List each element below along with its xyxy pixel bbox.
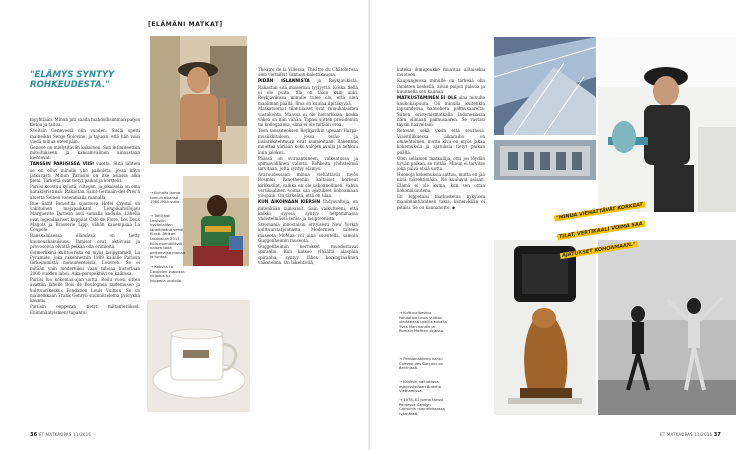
- col2-para-2: ja Reykjavikista. Rakastan sitä maisemaa tyylyyttä. Koska tiellä ei ole puita, tila on tääin kuin auki. Reykjavikissa minulle tulee olo, että olen maailman päällä. Ilma on kuulaa ilpitäkyvää.: [258, 78, 358, 106]
- col3-para-2: Kaupungeissa minulle on tärkeää olla ihmisten keskellä, aivan paljon pulssia ja kuunnella sen kaunaa.: [397, 78, 485, 94]
- footer-left: [30, 432, 91, 438]
- building-facade-image: [494, 140, 596, 180]
- col2-subhead-2: KUN AIKOINAAN KIERSIN: [258, 200, 321, 206]
- col2-para-4: Teen tanssiteoksen Reykjavikin upeaan Harpa-musiikkitaloon, jossa teräs- ja lasiarkkitehtuurit ovat kunnioitaan. Rakennus muuttaa väriään koko valojen avulla ja hehkuu kuin jalokivi.: [258, 128, 358, 155]
- col1-para-2: Sveitsin Genevessä olin vuoden. Siellä opetti maineikas Serge Golovine, ja tajusin, että hän voisi viedä minua eteenpäin.: [30, 128, 140, 144]
- page-number-right: 37: [713, 432, 722, 438]
- col1-para-6: Rue Saint Benoit'lla sijaitseva Hotel Crystal on vakituinen majapaikkani. Lempikahvilojani Marguerite Durasin asui samalla kadulla. Lähellä ovat legendaariset kuppilat Café de Flore, Les Deux Magots ja Brasserie Lipp, vähän kauempana La Coupole.: [30, 200, 140, 233]
- sticker-line-1: "MINUA VIEHÄTTÄVÄT KORKEAT: [554, 201, 646, 222]
- caption-fondation: → Kulttuurikeskus Fondation Louis Vuitton vieläkeitaa upeilla kuvalla Yves Marchandin ja Romain Meffren sirjassa.: [399, 311, 447, 334]
- buddha-sculpture-image: [494, 240, 596, 415]
- photo-woman-in-room: [183, 176, 249, 266]
- col3-para-1: kuteka ihmisjoukko muuttaa alitaiseksi muotoon.: [397, 67, 485, 78]
- section-tag: [ELÄMÄNI MATKAT]: [148, 21, 223, 28]
- coffee-cup-image: [147, 300, 250, 412]
- col3-subhead: MATKUSTAMINEN EI OLE: [397, 95, 457, 101]
- col2-para-9: Guggenheimin kerrokset muodostavat spiraalin. Kun katsoo ylhäältä alaspäin spiraalia, syntyy lähes korengraafinen vaikutelma. On liikehtivää,: [258, 244, 358, 266]
- photo-glass-architecture: [494, 37, 596, 135]
- text-column-2: [258, 67, 358, 429]
- col3-para-4: Retouan sekä yksin että seurassa. Viaistililkuessa aikaraiba on omaehtoinen, mutta kiva on myös jakaa kokemuksia ja ajatuksia tietyt paikan päällä.: [397, 128, 485, 155]
- col1-para-9: Pariisi luo kokemaa-ajan uutta. Reilu vuosi sitten avattiin lähelle Bois de Boulognea taidemuseo ja kulttuurikeskus Fondation Louis Vuitton. Se on maineikkaan Frank Gehryn suunnittelema pyörykkä kaunus.: [30, 276, 140, 304]
- text-column-3: [397, 67, 485, 307]
- col2-para-8: Stromania innostaisin erityisesti New Yorkin kulttuuritarjonnasta. Modernien taiteen museota MoMaa voi aina suositella, samoin Guggenheimin museota.: [258, 222, 358, 244]
- page-number-left: 36: [30, 432, 38, 438]
- col1-para-10: Pariisin oopperan tietyt miltanteräkset. Enimmäntyismeni tapahtui: [30, 304, 140, 315]
- footer-left-label: ET MATKAOPAS 11/2016: [38, 432, 92, 437]
- col2-para-6: Avaruudessaan minua viehättävät myös Rosman Panotheonin kaltaiset korkeat kirkkotilat, valkka en ole uskonnollinen. Vahva vertikaalinen voima saa ajatukset kohoamaan ylöspäin. On tärkeätä, että on tilaa.: [258, 172, 358, 199]
- caption-dancers: → 1978–81 Jorma tanssi Pantessa Carolyn Carlsonin maineikkaassa ryhmässä.: [399, 398, 445, 416]
- photo-man-with-cup: [598, 37, 736, 212]
- caption-buddha: → Kiiuksin naitiottava mjajussteilaan Buddha Vietnamissa.: [399, 380, 442, 394]
- woman-in-room-image: [183, 176, 249, 266]
- dancers-image: [598, 240, 736, 415]
- col2-para-1: Théâtre de la Villessa, Théâtre du Châtelet'ssa olen vieraillut Vantaan-balettikaussa.: [258, 67, 358, 78]
- col1-para-3: Geneve on mielytitävän kokoinen. Sen intimiteettiin mitoitukseen ja kansainvälinen ainoastaan kiehtovat.: [30, 144, 140, 161]
- col2-para-3: Matkatuomat tilantilaiset ovat ruinukalaisten vastakohta. Maassa ei ole hierarkkiaa, koska väkeä on niin vähän. Tapasi siitten presidentin tai kollegaansa, siinä ei ole mitään eroa.: [258, 106, 358, 128]
- photo-sculpture: [494, 240, 596, 415]
- col3-para-6: Huonoja kokemuksia sattuu, mutta en jää niitä märehtimään. Ne kuuluvat asiaan. Elämä ei ole kuma, kun sen ottaa kokonaisuutena.: [397, 172, 485, 194]
- caption-portrait: → Ilichalla Jorma tomuili aikansa 1980–90-luvulla.: [150, 191, 181, 205]
- photo-building-facade: [494, 140, 596, 180]
- dancer-portrait-image: [150, 36, 247, 164]
- photo-dancer-portrait: [150, 36, 247, 164]
- caption-woman: → Tahiljaoli Lewisilin hyvänlaiden Iähettiläänä vehdi Kiesti. Afrikan tasavallan 2013. Kuin normitilläviä naisen töitä peikamaisa maissa ja tuntoa.: [150, 214, 186, 260]
- caption-comme-des-garcons: → Pensionaalinen kahtu Comme des Garçons on Berlinissä.: [399, 357, 444, 371]
- glass-architecture-image: [494, 37, 596, 135]
- sticker-line-2: TILAT, VERTIKAALI VOIMA SAA: [557, 221, 645, 241]
- man-with-cup-image: [598, 37, 736, 212]
- col1-para-7: Ranskalaisessa elämässä on tietty kauneushakuisuus. Ihmiset ovat aktiivisia ja provosoivia olvattä pelkää olla erimieltä.: [30, 233, 140, 249]
- footer-right: [660, 432, 721, 438]
- col2-para-5: Päässä on sviraantuneen, valkeatussa ja spiraavalilinen valinta. Rohkeita yhdistelmiä tarvitaan, jotta syntyy elämys.: [258, 155, 358, 172]
- col1-para-4: vuotta. Siitä lähtien se on ollut minulle yhe paikoista, jossa käyn jatkuvasti. Minun Pariisini on itse asiassa aika pieni. Tärkeitä ovat tietyt paikat ja korttelit.: [30, 161, 140, 184]
- col1-subhead: TANSSIN PARIISISSA VIISI: [30, 162, 94, 168]
- col1-para-1: myyhtiään. Minun piti saada mahdollisimman paljon tietoa ja taitoa.: [30, 117, 140, 128]
- col1-para-5: Pariisi koostuu kylistä, ciltegen, ja jokaisella on oma karakteristinsä. Rakastan Saint-Germain-des-Prés'n aluetta Seinen vasemmalla rannalla.: [30, 184, 140, 200]
- photo-dancers: [598, 240, 736, 415]
- col2-para-7: Yhdysvaltoja, en mitenkään lainoanut. Sain vaikutteeni, että kaikki syyssä syntyy helpommassa yhdistelmässä teräs- ja lasiptoonista.: [258, 199, 358, 222]
- photo-coffee-cup: [147, 300, 250, 412]
- footer-right-label: ET MATKAOPAS 11/2016: [660, 432, 713, 437]
- col3-para-3: aina minulle kaukokaipuuta. Oli minulla kuitenkin lapsundessa haavekera palmusaarelta. Siihen eristymismatkalla Indonesiassa näin olimaan palmusaaren. Se vastasi täysin haaveitani.: [397, 94, 485, 128]
- col3-para-7: En loppetaisi matkustelua nykyisen maailmantilanteen takia, kenen-kään ei pitäisi. Se on kannanotto. ◆: [397, 193, 485, 210]
- page-gutter: [368, 0, 370, 450]
- col2-subhead-1: PIDÄN ISLANNISTA: [258, 79, 310, 85]
- col1-para-8: Esimerkkinä kulttuurista on myös lasipyramidi, La Pyramide, joka rakennettiin 1989 kaikille Pariisin tärkeimmistä monumenteista, Louvren. Se ei mitään vain moderniksi vaan tuhoaa historiaan 2000 vuoden laboi. Aika-perspektiivi on kaikissa.: [30, 249, 140, 277]
- col3-para-5: Olen sellainen matkailija, että jos löydän hyvän paikan, se riittää. Minun ei tarvitse joka päivä etsiä uutta.: [397, 155, 485, 172]
- text-column-1: [30, 117, 140, 429]
- caption-cafe: → Kahvila La Coupolen kupoissa kirjoitus tu kuppeila uusiolla.: [150, 265, 185, 283]
- sticker-line-3: AJATUKSET KOHOAMAAN.": [560, 241, 638, 260]
- pull-quote: "ELÄMYS SYNTYY ROHKEUDESTA.": [30, 70, 115, 90]
